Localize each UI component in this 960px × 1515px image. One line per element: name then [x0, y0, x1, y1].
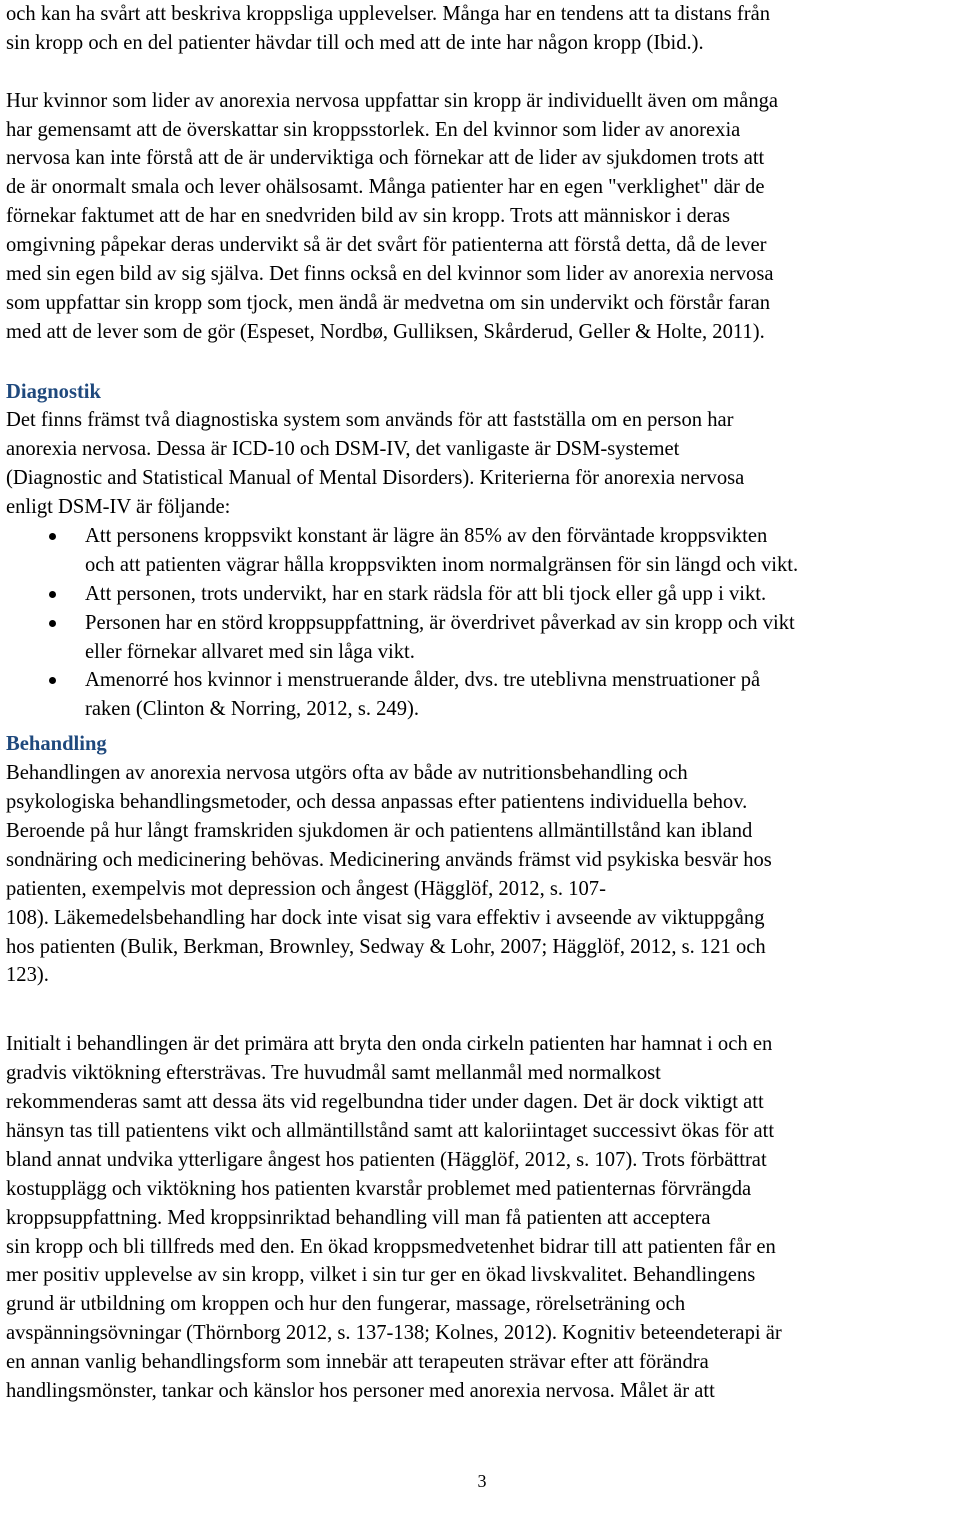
text-line: handlingsmönster, tankar och känslor hos personer med anorexia nervosa. Målet är att: [6, 1379, 715, 1402]
section-heading-behandling: Behandling: [6, 733, 107, 756]
paragraph-gap: [6, 58, 958, 87]
text-line: med sin egen bild av sig själva. Det finns också en del kvinnor som lider av anorexia nervosa: [6, 263, 774, 286]
diagnostik-paragraph: [6, 406, 958, 522]
text-line: sondnäring och medicinering behövas. Medicinering används främst vid psykiska besvär hos: [6, 848, 772, 871]
document-page: [6, 0, 958, 1515]
text-line: och att patienten vägrar hålla kroppsvikten inom normalgränsen för sin längd och vikt.: [85, 553, 799, 576]
paragraph-gap: [6, 990, 958, 1030]
text-line: patienten, exempelvis mot depression och ångest (Hägglöf, 2012, s. 107-: [6, 877, 606, 900]
text-line: med att de lever som de gör (Espeset, Nordbø, Gulliksen, Skårderud, Geller & Holte, 2011).: [6, 320, 765, 343]
text-line: som uppfattar sin kropp som tjock, men ändå är medvetna om sin undervikt och förstår faran: [6, 291, 771, 314]
paragraph-gap: [6, 347, 958, 376]
text-line: Amenorré hos kvinnor i menstruerande ålder, dvs. tre uteblivna menstruationer på: [85, 669, 761, 692]
list-item: [6, 666, 958, 724]
text-line: nervosa kan inte förstå att de är underviktiga och förnekar att de lider av sjukdomen trots att: [6, 147, 765, 170]
text-line: omgivning påpekar deras undervikt så är det svårt för patienterna att förstå detta, då de lever: [6, 234, 767, 257]
list-item: [6, 522, 958, 580]
text-line: Att personens kroppsvikt konstant är lägre än 85% av den förväntade kroppsvikten: [85, 525, 768, 548]
text-line: avspänningsövningar (Thörnborg 2012, s. 137-138; Kolnes, 2012). Kognitiv beteendeterapi är: [6, 1322, 782, 1345]
text-line: grund är utbildning om kroppen och hur den fungerar, massage, rörelseträning och: [6, 1293, 686, 1316]
text-line: Beroende på hur långt framskriden sjukdomen är och patientens allmäntillstånd kan ibland: [6, 819, 753, 842]
text-line: raken (Clinton & Norring, 2012, s. 249).: [85, 698, 420, 721]
bullet-icon: [49, 620, 56, 627]
text-line: (Diagnostic and Statistical Manual of Mental Disorders). Kriterierna för anorexia nervosa: [6, 467, 745, 490]
text-line: gradvis viktökning eftersträvas. Tre huvudmål samt mellanmål med normalkost: [6, 1062, 661, 1085]
text-line: psykologiska behandlingsmetoder, och dessa anpassas efter patientens individuella behov.: [6, 791, 748, 814]
text-line: de är onormalt smala och lever ohälsosamt. Många patienter har en egen "verklighet" där de: [6, 176, 765, 199]
page-number: 3: [477, 1471, 487, 1491]
behandling-paragraph-2: [6, 1030, 958, 1406]
text-line: Initialt i behandlingen är det primära att bryta den onda cirkeln patienten har hamnat i och en: [6, 1033, 773, 1056]
behandling-paragraph-1: [6, 759, 958, 990]
text-line: Att personen, trots undervikt, har en stark rädsla för att bli tjock eller gå upp i vikt.: [85, 582, 767, 605]
text-line: 123).: [6, 964, 49, 987]
criteria-list: [6, 522, 958, 724]
text-line: Personen har en störd kroppsuppfattning, är överdrivet påverkad av sin kropp och vikt: [85, 611, 795, 634]
text-line: mer positiv upplevelse av sin kropp, vilket i sin tur ger en ökad livskvalitet. Behandlingens: [6, 1264, 756, 1287]
text-line: sin kropp och bli tillfreds med den. En ökad kroppsmedvetenhet bidrar till att patienten får en: [6, 1235, 776, 1258]
text-line: anorexia nervosa. Dessa är ICD-10 och DSM-IV, det vanligaste är DSM-systemet: [6, 438, 680, 461]
list-item: [6, 609, 958, 667]
intro-paragraph: [6, 0, 958, 58]
text-line: sin kropp och en del patienter hävdar till och med att de inte har någon kropp (Ibid.).: [6, 31, 704, 54]
text-line: Behandlingen av anorexia nervosa utgörs ofta av både av nutritionsbehandling och: [6, 762, 688, 785]
text-line: kostupplägg och viktökning hos patienten kvarstår problemet med patienternas förvrängda: [6, 1177, 752, 1200]
text-line: bland annat undvika ytterligare ångest hos patienten (Hägglöf, 2012, s. 107). Trots förbättrat: [6, 1148, 767, 1171]
bullet-icon: [49, 591, 56, 598]
text-line: kroppsuppfattning. Med kroppsinriktad behandling vill man få patienten att acceptera: [6, 1206, 711, 1229]
text-line: har gemensamt att de överskattar sin kroppsstorlek. En del kvinnor som lider av anorexia: [6, 118, 741, 141]
text-line: enligt DSM-IV är följande:: [6, 496, 231, 519]
text-line: hänsyn tas till patientens vikt och allmäntillstånd samt att kaloriintaget successivt ökas för att: [6, 1119, 775, 1142]
bullet-icon: [49, 533, 56, 540]
text-line: rekommenderas samt att dessa äts vid regelbundna tider under dagen. Det är dock viktigt att: [6, 1091, 764, 1114]
bullet-icon: [49, 677, 56, 684]
text-line: en annan vanlig behandlingsform som innebär att terapeuten strävar efter att förändra: [6, 1351, 709, 1374]
section-heading-diagnostik: Diagnostik: [6, 380, 101, 403]
text-line: 108). Läkemedelsbehandling har dock inte visat sig vara effektiv i avseende av viktuppgång: [6, 906, 765, 929]
text-line: förnekar faktumet att de har en snedvriden bild av sin kropp. Trots att människor i deras: [6, 205, 731, 228]
list-item: [6, 580, 958, 609]
text-line: hos patienten (Bulik, Berkman, Brownley, Sedway & Lohr, 2007; Hägglöf, 2012, s. 121 och: [6, 935, 766, 958]
text-line: och kan ha svårt att beskriva kroppsliga upplevelser. Många har en tendens att ta distans från: [6, 3, 771, 25]
body-image-paragraph: [6, 87, 958, 347]
text-line: eller förnekar allvaret med sin låga vikt.: [85, 640, 415, 663]
text-line: Det finns främst två diagnostiska system som används för att fastställa om en person har: [6, 409, 734, 432]
text-line: Hur kvinnor som lider av anorexia nervosa uppfattar sin kropp är individuellt även om många: [6, 89, 779, 112]
